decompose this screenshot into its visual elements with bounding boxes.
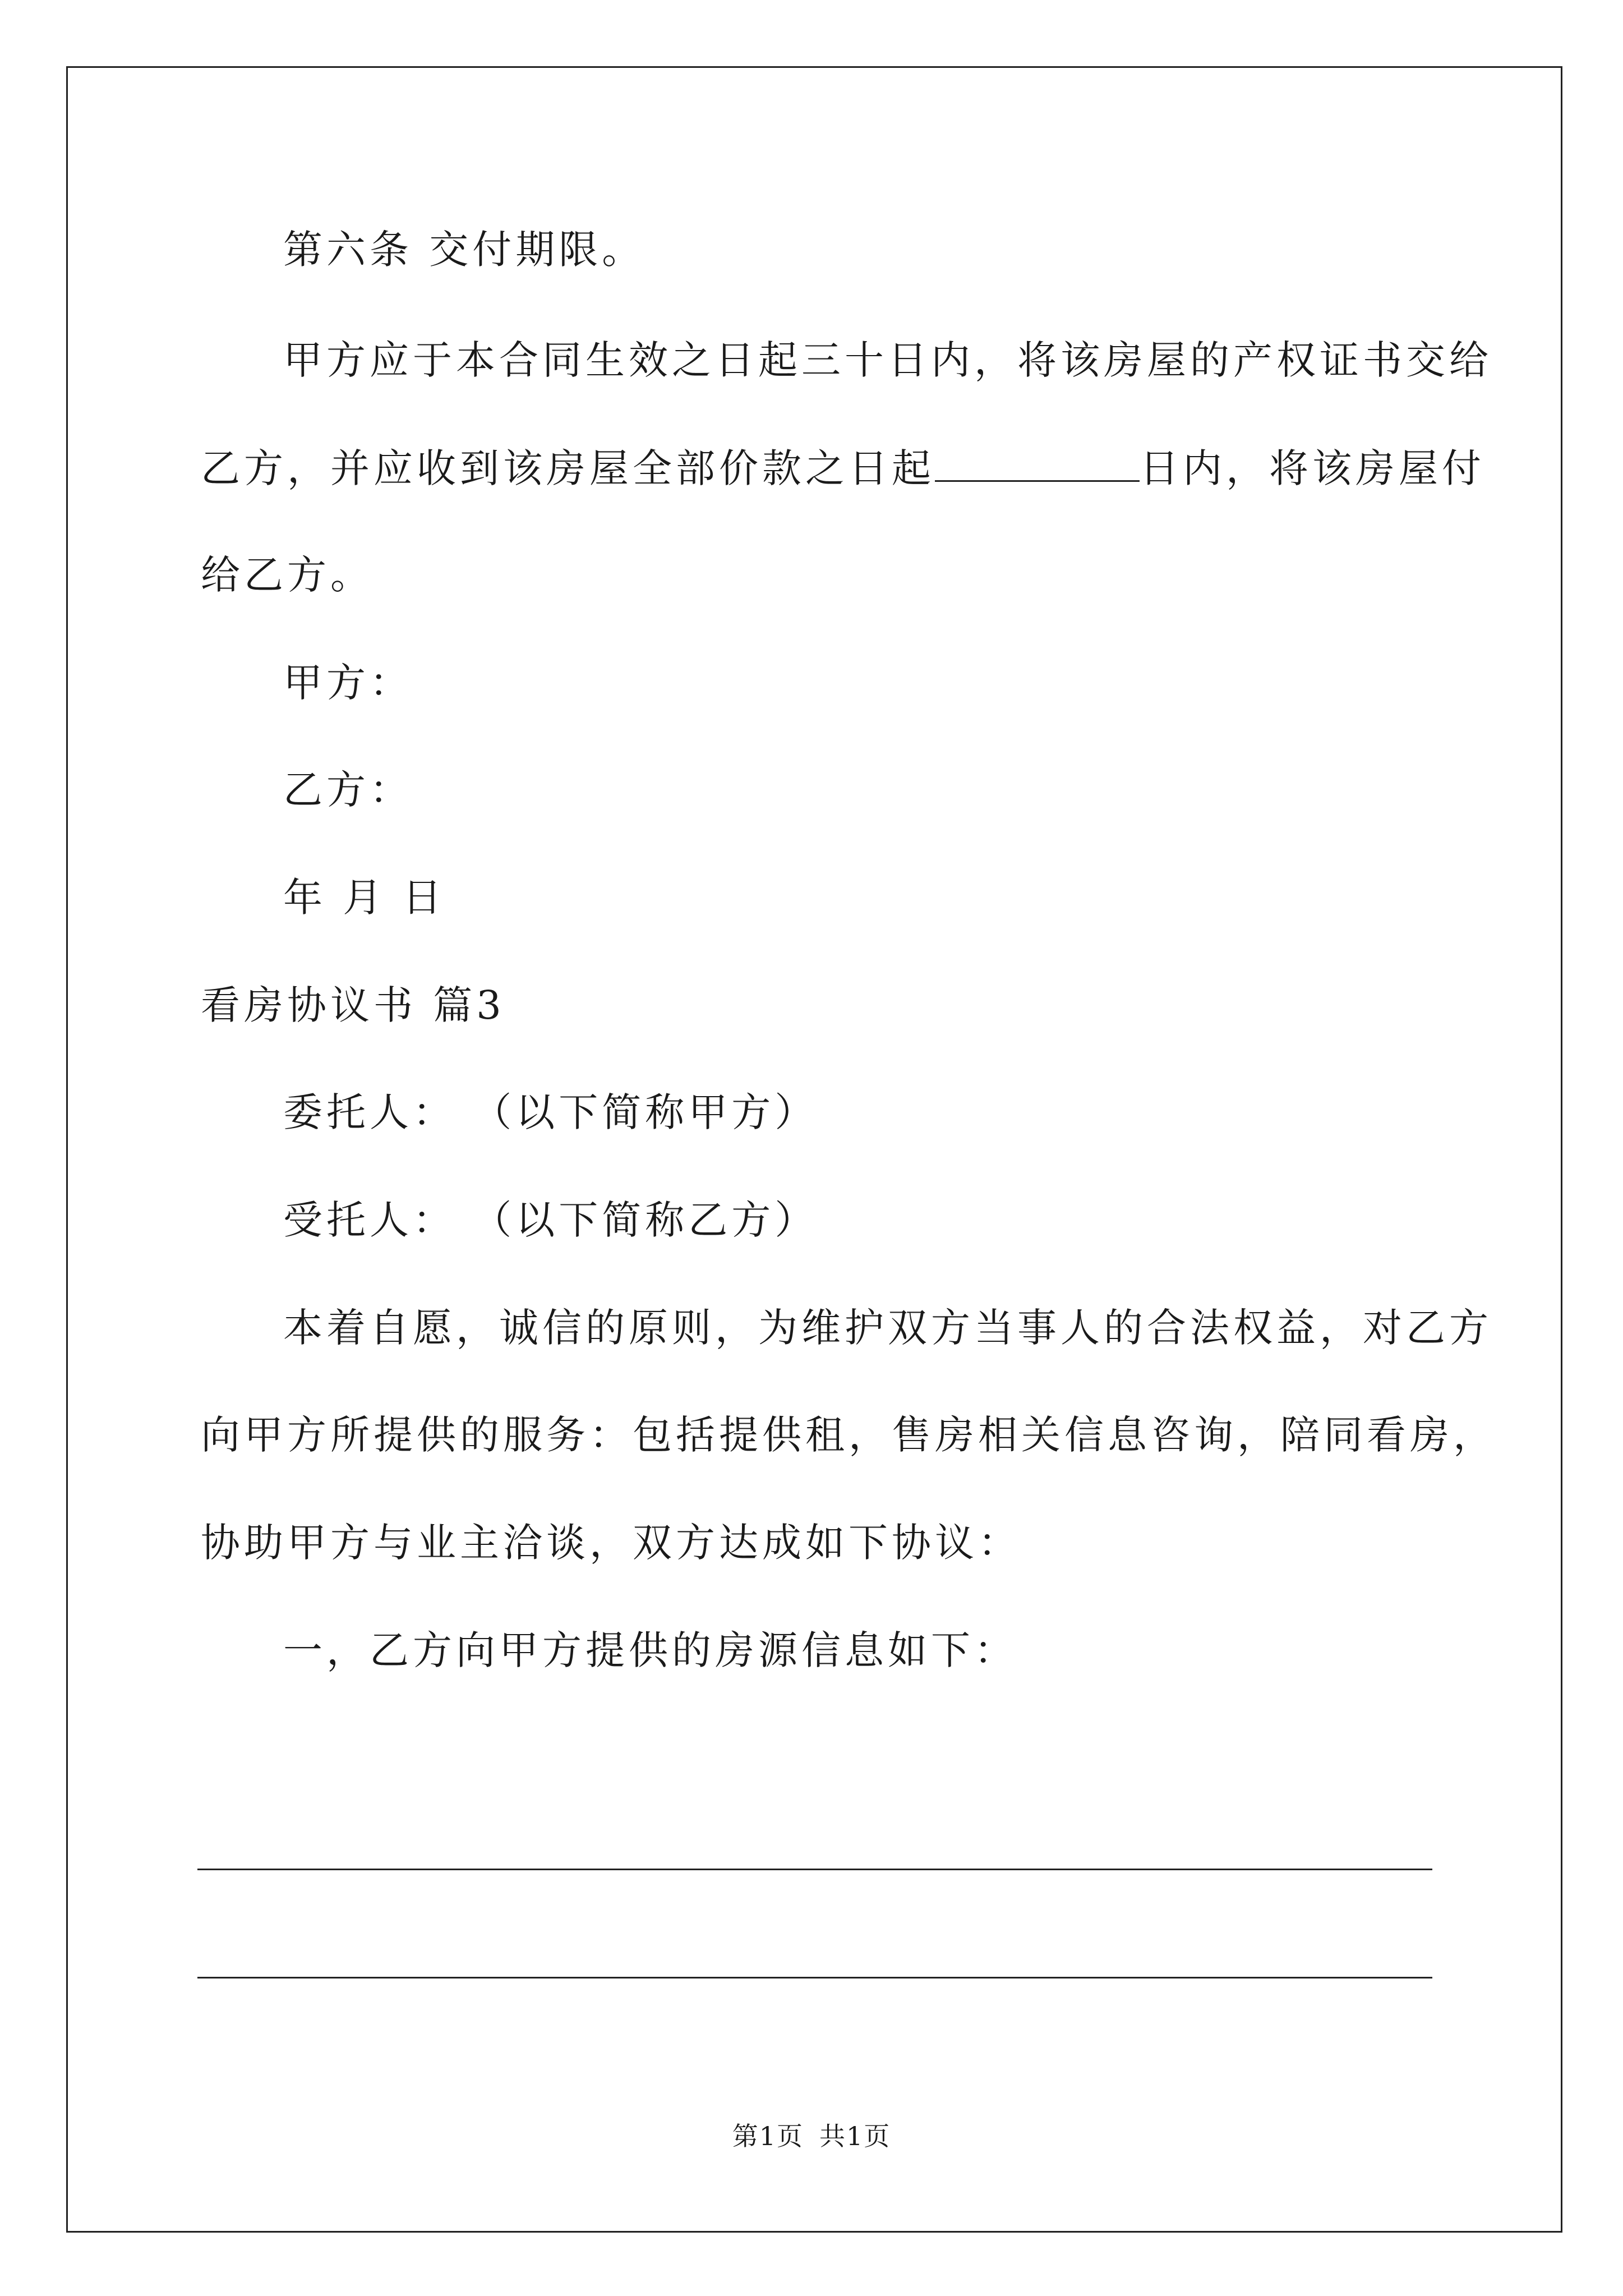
paragraph-line: 甲方应于本合同生效之日起三十日内，将该房屋的产权证书交给 [283, 337, 1492, 383]
principal-line: 委托人： （以下简称甲方） [283, 1089, 818, 1135]
party-a-signature-label: 甲方： [283, 660, 413, 706]
agent-line: 受托人： （以下简称乙方） [283, 1197, 818, 1243]
blank-rule-line [197, 1977, 1432, 1978]
clause-one-line: 一，乙方向甲方提供的房源信息如下： [283, 1627, 1017, 1673]
date-line: 年 月 日 [283, 875, 446, 921]
paragraph-line: 本着自愿，诚信的原则，为维护双方当事人的合法权益，对乙方 [283, 1305, 1492, 1351]
page-footer [0, 2119, 1623, 2153]
party-b-signature-label: 乙方： [283, 767, 413, 813]
page-total: 共1页 [819, 2121, 891, 2151]
paragraph-line: 给乙方。 [201, 552, 374, 598]
section-title: 看房协议书 篇3 [201, 982, 505, 1028]
paragraph-text: 乙方，并应收到该房屋全部价款之日起 [201, 445, 935, 491]
page-number: 第1页 [732, 2121, 804, 2151]
paragraph-line: 协助甲方与业主洽谈，双方达成如下协议： [201, 1520, 1021, 1566]
paragraph-line: 向甲方所提供的服务：包括提供租，售房相关信息咨询，陪同看房， [201, 1412, 1496, 1458]
blank-rule-line [197, 1869, 1432, 1870]
page-frame [66, 66, 1562, 2233]
article-six-heading: 第六条 交付期限。 [283, 227, 645, 273]
paragraph-line [201, 443, 1485, 494]
blank-field [935, 445, 1140, 482]
paragraph-text: 日内，将该房屋付 [1140, 445, 1485, 491]
